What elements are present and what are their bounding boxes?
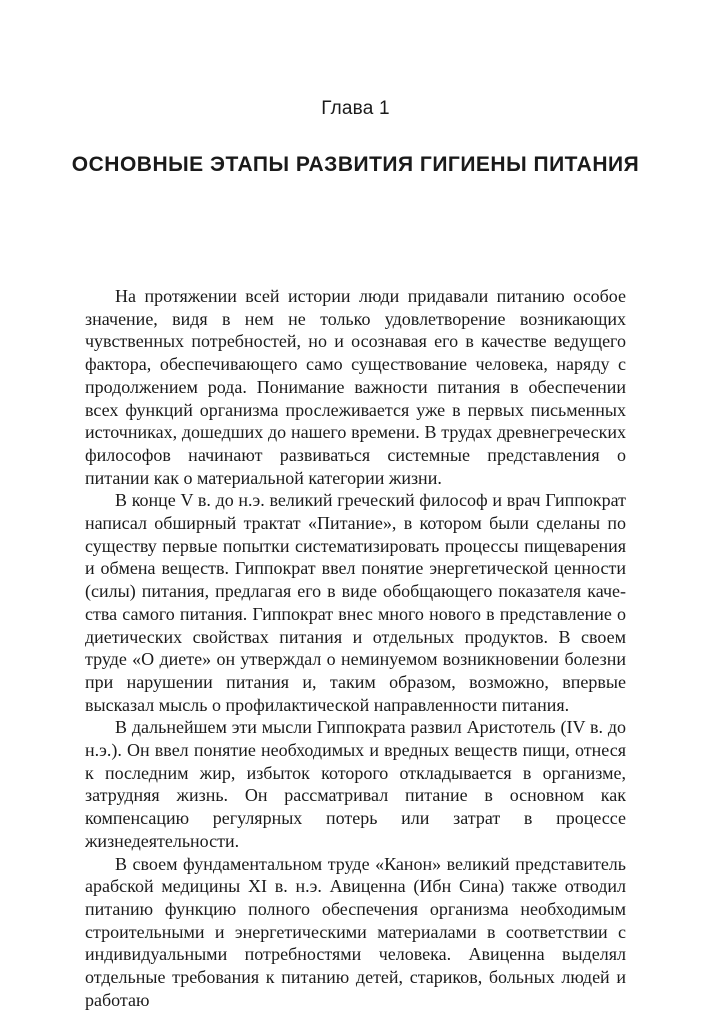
- paragraph: На протяжении всей истории люди придавали питанию особое значение, видя в нем не только удовлетворение возникающих чувственных потребностей, но и осознавая его в качестве ведущего фактора, обеспечивающего само существование человека, наряду с продолжением рода. Понимание важности питания в обеспечении всех функций организма прослеживается уже в первых письменных источниках, дошедших до нашего времени. В трудах древнегреческих философов начинают развиваться системные представления о питании как о материальной категории жизни.: [85, 286, 626, 488]
- paragraph: В конце V в. до н.э. великий греческий философ и врач Гиппократ написал обширный трактат «Питание», в котором были сделаны по существу первые попытки систематизировать процессы пищеварения и обмена веществ. Гиппократ ввел понятие энергетической ценности (силы) питания, предлагая его в виде обобщающего показателя качества самого питания. Гиппократ внес много нового в представление о диетических свойствах питания и отдельных продуктов. В своем труде «О диете» он утверждал о неминуемом возникновении болезни при нарушении питания и, таким образом, возможно, впервые высказал мысль о профилактической направленности питания.: [85, 490, 626, 715]
- chapter-body: [85, 285, 626, 1012]
- paragraph: В дальнейшем эти мысли Гиппократа развил Аристотель (IV в. до н.э.). Он ввел понятие необходимых и вредных веществ пищи, отнеся к последним жир, избыток которого откладывается в организме, затрудняя жизнь. Он рассматривал питание в основном как компенсацию регулярных потерь или затрат в процессе жизнедеятельности.: [85, 717, 626, 851]
- chapter-label: Глава 1: [321, 98, 390, 119]
- chapter-title: ОСНОВНЫЕ ЭТАПЫ РАЗВИТИЯ ГИГИЕНЫ ПИТАНИЯ: [71, 153, 640, 176]
- paragraph: В своем фундаментальном труде «Канон» великий представитель арабской медицины XI в. н.э. Авиценна (Ибн Сина) также отводил питанию функцию полного обеспечения организма необходимым строительными и энергетическими материалами в соответствии с индивидуальными потребностями человека. Авиценна выделял отдельные требования к питанию детей, стариков, больных людей и работаю: [85, 853, 626, 1010]
